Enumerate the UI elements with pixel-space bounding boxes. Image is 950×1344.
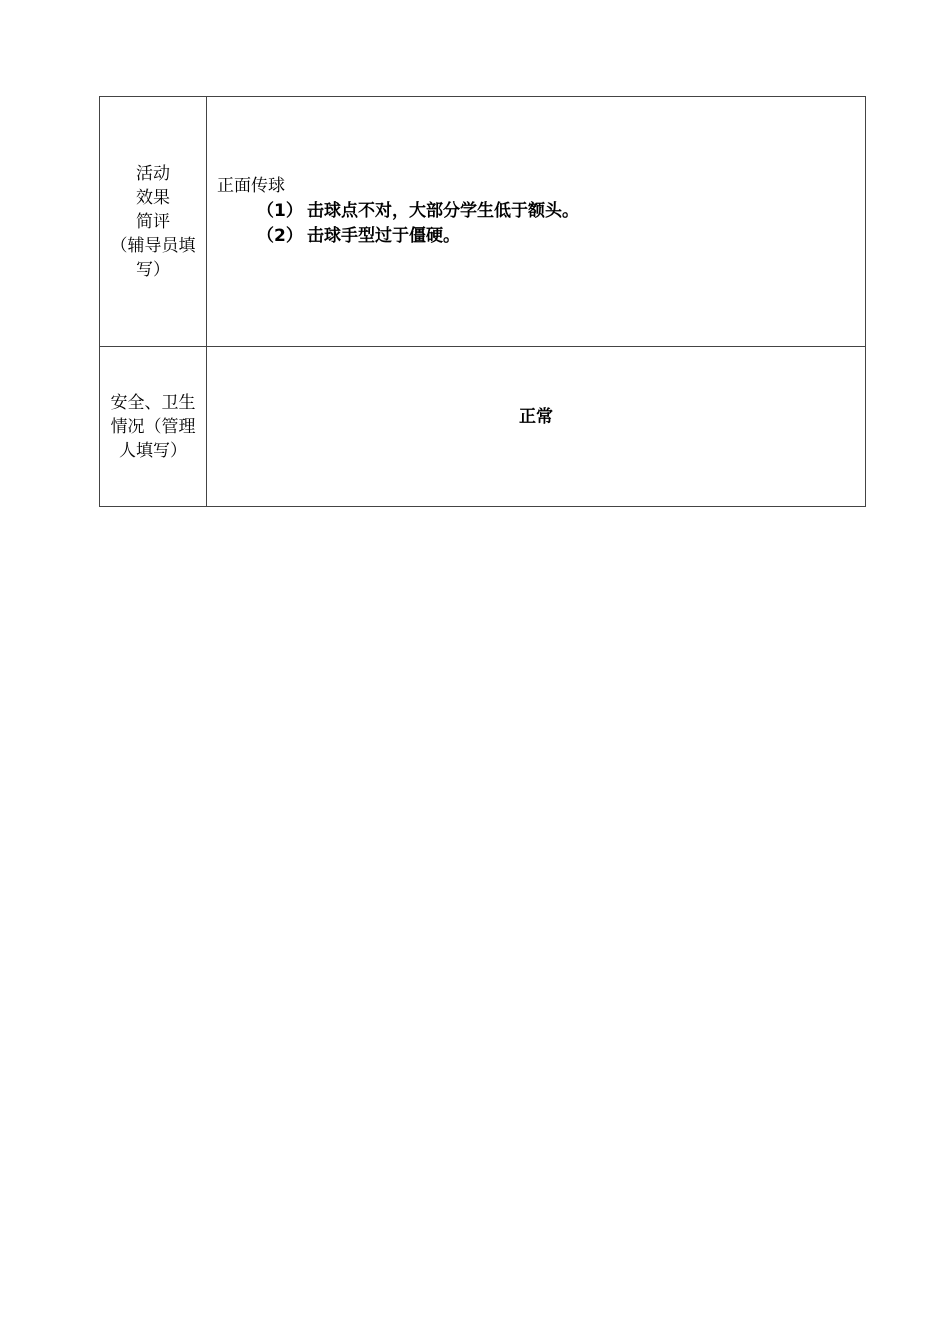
row-label-line: 安全、卫生 [110, 392, 196, 413]
list-item-number: （2） [257, 226, 303, 246]
safety-label-cell [100, 347, 207, 507]
list-item [217, 224, 865, 249]
row-label-line: 活动 [136, 163, 170, 184]
list-item-text: 击球点不对，大部分学生低于额头。 [307, 201, 579, 221]
list-item [217, 199, 865, 224]
safety-status-value: 正常 [519, 407, 553, 427]
evaluation-content-cell [207, 97, 866, 347]
row-label-line: 效果 [136, 187, 170, 208]
list-item-text: 击球手型过于僵硬。 [307, 226, 460, 246]
evaluation-heading: 正面传球 [217, 176, 285, 196]
evaluation-label-cell [100, 97, 207, 347]
row-label-line: 写） [136, 259, 170, 280]
row-label-line: 人填写） [119, 440, 187, 461]
activity-report-table [99, 96, 866, 507]
row-label-line: 简评 [136, 211, 170, 232]
table-row [100, 347, 866, 507]
row-label-line: （辅导员填 [110, 235, 196, 256]
safety-status-cell [207, 347, 866, 507]
row-label-line: 情况（管理 [110, 416, 196, 437]
table-row [100, 97, 866, 347]
list-item-number: （1） [257, 201, 303, 221]
